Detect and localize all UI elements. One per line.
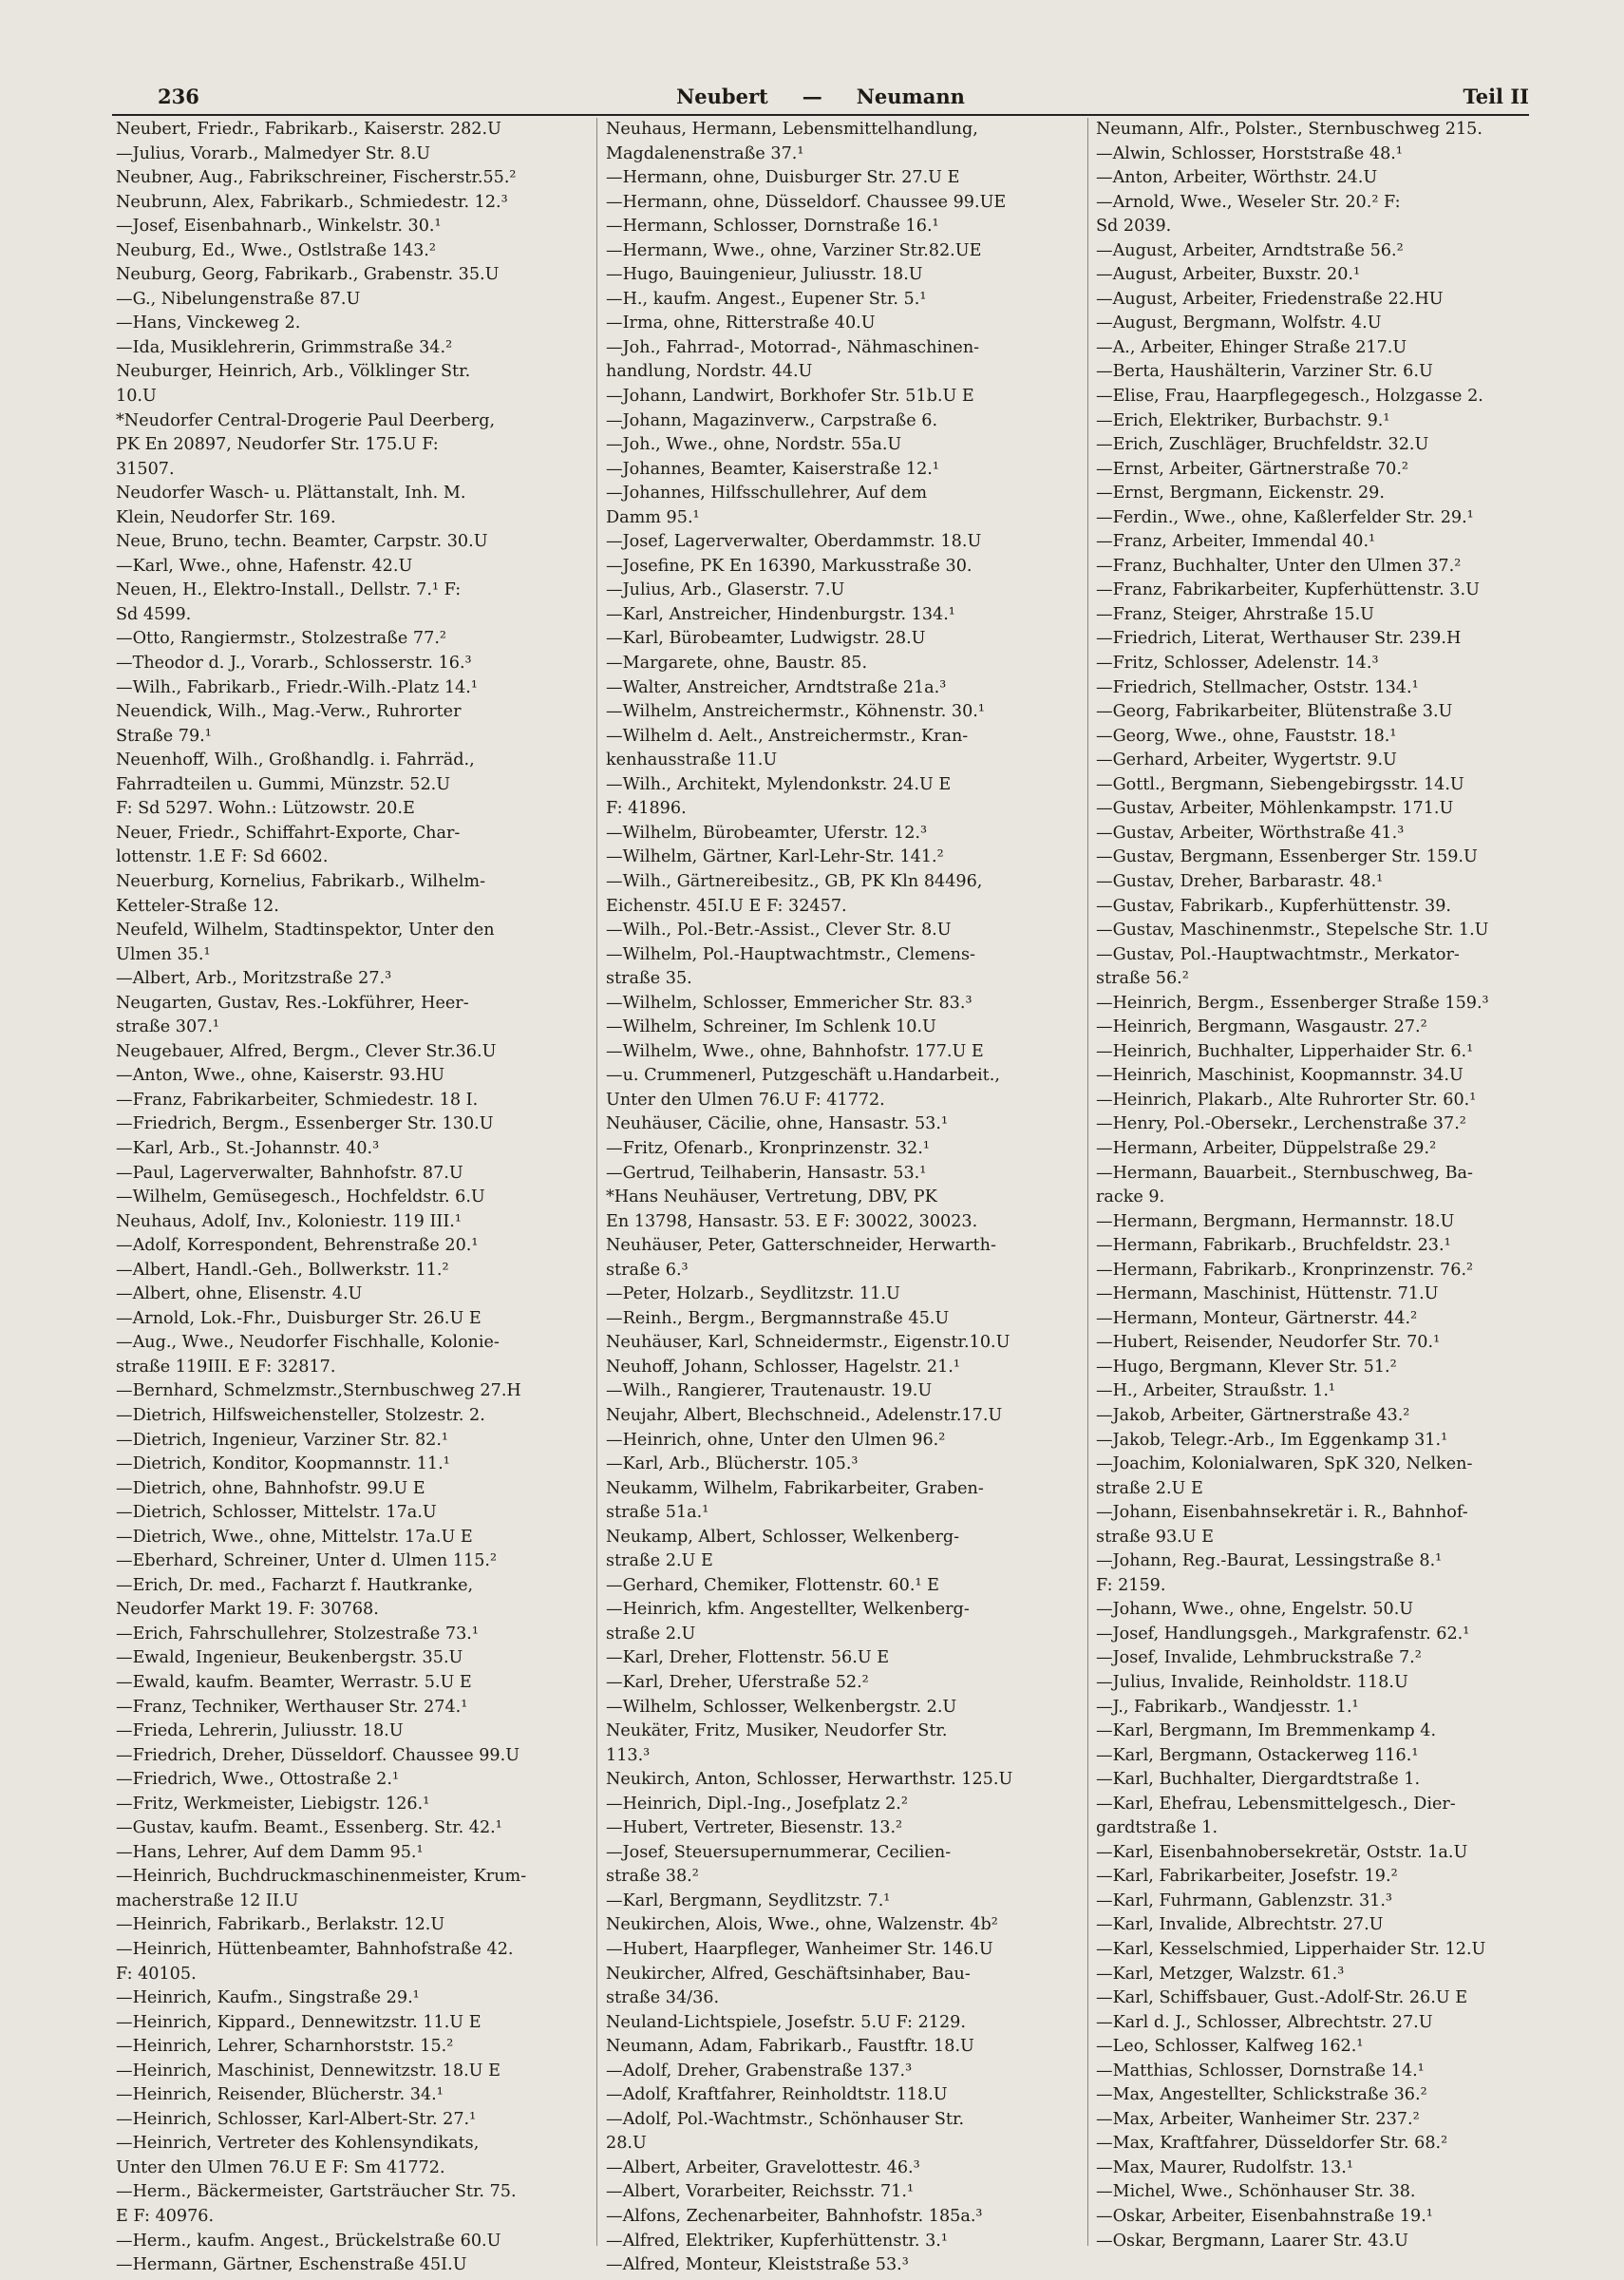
directory-entry-line: —Karl, Anstreicher, Hindenburgstr. 134.¹ bbox=[606, 604, 955, 624]
directory-entry-line: —Bernhard, Schmelzmstr.,Sternbuschweg 27.H bbox=[116, 1381, 521, 1401]
directory-entry-line: Neuerburg, Kornelius, Fabrikarb., Wilhelm- bbox=[116, 871, 486, 891]
directory-entry-line: —Hermann, Fabrikarb., Bruchfeldstr. 23.¹ bbox=[1096, 1236, 1451, 1256]
directory-entry-line: —Michel, Wwe., Schönhauser Str. 38. bbox=[1096, 2182, 1416, 2202]
directory-entry-line: Neujahr, Albert, Blechschneid., Adelenstr.17.U bbox=[606, 1405, 1003, 1425]
directory-entry-line: *Hans Neuhäuser, Vertretung, DBV, PK bbox=[606, 1188, 937, 1207]
directory-entry-line: —Fritz, Ofenarb., Kronprinzenstr. 32.¹ bbox=[606, 1138, 930, 1158]
directory-entry-line: —Eberhard, Schreiner, Unter d. Ulmen 115.² bbox=[116, 1551, 498, 1571]
directory-entry-line: Ketteler-Straße 12. bbox=[116, 896, 279, 916]
directory-entry-line: —Ernst, Bergmann, Eickenstr. 29. bbox=[1096, 484, 1385, 504]
directory-entry-line: —Max, Arbeiter, Wanheimer Str. 237.² bbox=[1096, 2109, 1420, 2129]
directory-entry-line: —Ewald, kaufm. Beamter, Werrastr. 5.U E bbox=[116, 1673, 472, 1692]
directory-entry-line: —Paul, Lagerverwalter, Bahnhofstr. 87.U bbox=[116, 1163, 463, 1183]
directory-entry-line: —Alfred, Elektriker, Kupferhüttenstr. 3.¹ bbox=[606, 2231, 948, 2251]
directory-entry-line: —Johann, Wwe., ohne, Engelstr. 50.U bbox=[1096, 1600, 1414, 1620]
directory-entry-line: —Gustav, Fabrikarb., Kupferhüttenstr. 39. bbox=[1096, 896, 1451, 916]
directory-entry-line: Neukircher, Alfred, Geschäftsinhaber, Bau- bbox=[606, 1964, 971, 1984]
directory-entry-line: —Joh., Fahrrad-, Motorrad-, Nähmaschinen- bbox=[606, 337, 980, 357]
directory-entry-line: —Heinrich, Kaufm., Singstraße 29.¹ bbox=[116, 1988, 420, 2008]
directory-entry-line: —Fritz, Werkmeister, Liebigstr. 126.¹ bbox=[116, 1794, 430, 1814]
column-divider bbox=[596, 118, 597, 2246]
directory-entry-line: Eichenstr. 45I.U E F: 32457. bbox=[606, 896, 847, 916]
directory-entry-line: —A., Arbeiter, Ehinger Straße 217.U bbox=[1096, 337, 1407, 357]
directory-entry-line: —u. Crummenerl, Putzgeschäft u.Handarbeit., bbox=[606, 1066, 1000, 1086]
directory-entry-line: —Franz, Techniker, Werthauser Str. 274.¹ bbox=[116, 1697, 468, 1717]
directory-entry-line: —Wilh., Architekt, Mylendonkstr. 24.U E bbox=[606, 774, 952, 794]
directory-entry-line: —Heinrich, Schlosser, Karl-Albert-Str. 27.¹ bbox=[116, 2109, 477, 2129]
directory-entry-line: —Dietrich, Wwe., ohne, Mittelstr. 17a.U E bbox=[116, 1527, 473, 1547]
directory-entry-line: —Karl, Invalide, Albrechtstr. 27.U bbox=[1096, 1915, 1384, 1935]
directory-entry-line: —Heinrich, Dipl.-Ing., Josefplatz 2.² bbox=[606, 1794, 908, 1814]
directory-entry-line: —Friedrich, Dreher, Düsseldorf. Chaussee 99.U bbox=[116, 1745, 520, 1765]
directory-entry-line: —J., Fabrikarb., Wandjesstr. 1.¹ bbox=[1096, 1697, 1359, 1717]
directory-entry-line: kenhausstraße 11.U bbox=[606, 750, 778, 770]
directory-entry-line: —Gerhard, Arbeiter, Wygertstr. 9.U bbox=[1096, 750, 1397, 770]
directory-entry-line: —Heinrich, Plakarb., Alte Ruhrorter Str. 60.¹ bbox=[1096, 1090, 1477, 1110]
directory-entry-line: —Josef, Eisenbahnarb., Winkelstr. 30.¹ bbox=[116, 217, 442, 237]
directory-entry-line: straße 56.² bbox=[1096, 969, 1189, 989]
directory-entry-line: Neubner, Aug., Fabrikschreiner, Fischerstr.55.² bbox=[116, 168, 517, 188]
running-title-first: Neubert bbox=[676, 85, 768, 108]
directory-entry-line: —Joh., Wwe., ohne, Nordstr. 55a.U bbox=[606, 435, 902, 455]
directory-entry-line: —Otto, Rangiermstr., Stolzestraße 77.² bbox=[116, 629, 446, 649]
page-header bbox=[112, 82, 1529, 116]
directory-entry-line: —Heinrich, Maschinist, Dennewitzstr. 18.U E bbox=[116, 2061, 500, 2080]
directory-entry-line: —Karl, Bergmann, Ostackerweg 116.¹ bbox=[1096, 1745, 1419, 1765]
directory-entry-line: —Gustav, Dreher, Barbarastr. 48.¹ bbox=[1096, 871, 1384, 891]
directory-entry-line: —Heinrich, Lehrer, Scharnhorststr. 15.² bbox=[116, 2037, 454, 2057]
directory-entry-line: —H., Arbeiter, Straußstr. 1.¹ bbox=[1096, 1381, 1335, 1401]
directory-entry-line: —Karl, Bergmann, Im Bremmenkamp 4. bbox=[1096, 1721, 1437, 1741]
directory-entry-line: Neuhaus, Hermann, Lebensmittelhandlung, bbox=[606, 120, 978, 139]
directory-entry-line: —Ferdin., Wwe., ohne, Kaßlerfelder Str. 29.¹ bbox=[1096, 507, 1474, 527]
directory-entry-line: —Heinrich, Kippard., Dennewitzstr. 11.U E bbox=[116, 2012, 482, 2032]
directory-entry-line: —Friedrich, Literat, Werthauser Str. 239.H bbox=[1096, 629, 1462, 649]
directory-entry-line: —Matthias, Schlosser, Dornstraße 14.¹ bbox=[1096, 2061, 1425, 2080]
directory-entry-line: —Reinh., Bergm., Bergmannstraße 45.U bbox=[606, 1308, 950, 1328]
directory-entry-line: —Wilhelm, Schreiner, Im Schlenk 10.U bbox=[606, 1017, 936, 1037]
directory-entry-line: —Adolf, Pol.-Wachtmstr., Schönhauser Str. bbox=[606, 2109, 965, 2129]
directory-entry-line: —Berta, Haushälterin, Varziner Str. 6.U bbox=[1096, 362, 1433, 382]
running-title bbox=[112, 85, 1529, 108]
directory-entry-line: Neudorfer Markt 19. F: 30768. bbox=[116, 1600, 379, 1620]
directory-entry-line: —Karl, Kesselschmied, Lipperhaider Str. 12.U bbox=[1096, 1940, 1486, 1960]
directory-entry-line: —Anton, Wwe., ohne, Kaiserstr. 93.HU bbox=[116, 1066, 445, 1086]
directory-entry-line: —Hermann, Schlosser, Dornstraße 16.¹ bbox=[606, 217, 939, 237]
directory-entry-line: —Albert, Arbeiter, Gravelottestr. 46.³ bbox=[606, 2157, 920, 2177]
directory-entry-line: —Peter, Holzarb., Seydlitzstr. 11.U bbox=[606, 1284, 900, 1304]
directory-entry-line: F: 41896. bbox=[606, 799, 687, 819]
directory-entry-line: —Hermann, Fabrikarb., Kronprinzenstr. 76.² bbox=[1096, 1260, 1474, 1280]
directory-entry-line: Neuburg, Ed., Wwe., Ostlstraße 143.² bbox=[116, 240, 436, 260]
directory-entry-line: —Hugo, Bergmann, Klever Str. 51.² bbox=[1096, 1357, 1397, 1377]
directory-entry-line: —Wilh., Rangierer, Trautenaustr. 19.U bbox=[606, 1381, 933, 1401]
directory-entry-line: —Gustav, Maschinenmstr., Stepelsche Str. 1.U bbox=[1096, 921, 1489, 940]
directory-entry-line: —Georg, Fabrikarbeiter, Blütenstraße 3.U bbox=[1096, 702, 1453, 722]
directory-entry-line: —Julius, Vorarb., Malmedyer Str. 8.U bbox=[116, 143, 431, 163]
directory-entry-line: —Heinrich, Vertreter des Kohlensyndikats, bbox=[116, 2134, 480, 2154]
directory-entry-line: —Erich, Dr. med., Facharzt f. Hautkranke, bbox=[116, 1575, 474, 1595]
directory-entry-line: —Albert, ohne, Elisenstr. 4.U bbox=[116, 1284, 363, 1304]
directory-entry-line: —Herm., Bäckermeister, Gartsträucher Str. 75. bbox=[116, 2182, 517, 2202]
directory-entry-line: Straße 79.¹ bbox=[116, 726, 212, 746]
directory-entry-line: —Fritz, Schlosser, Adelenstr. 14.³ bbox=[1096, 654, 1379, 674]
directory-entry-line: Neubrunn, Alex, Fabrikarb., Schmiedestr. 12.³ bbox=[116, 192, 508, 212]
directory-entry-line: —Gottl., Bergmann, Siebengebirgsstr. 14.U bbox=[1096, 774, 1464, 794]
directory-entry-line: —Gerhard, Chemiker, Flottenstr. 60.¹ E bbox=[606, 1575, 939, 1595]
directory-entry-line: gardtstraße 1. bbox=[1096, 1818, 1218, 1838]
directory-entry-line: —Wilhelm, Gemüsegesch., Hochfeldstr. 6.U bbox=[116, 1188, 485, 1207]
directory-entry-line: —Wilh., Fabrikarb., Friedr.-Wilh.-Platz 14.¹ bbox=[116, 677, 478, 697]
directory-entry-line: PK En 20897, Neudorfer Str. 175.U F: bbox=[116, 435, 439, 455]
directory-entry-line: —Karl, Dreher, Uferstraße 52.² bbox=[606, 1673, 869, 1692]
directory-entry-line: —Wilhelm, Wwe., ohne, Bahnhofstr. 177.U E bbox=[606, 1041, 984, 1061]
directory-entry-line: —Max, Kraftfahrer, Düsseldorfer Str. 68.² bbox=[1096, 2134, 1448, 2154]
directory-entry-line: straße 93.U E bbox=[1096, 1527, 1214, 1547]
directory-entry-line: Neubert, Friedr., Fabrikarb., Kaiserstr. 282.U bbox=[116, 120, 501, 139]
directory-entry-line: —Alwin, Schlosser, Horststraße 48.¹ bbox=[1096, 143, 1403, 163]
directory-entry-line: —Margarete, ohne, Baustr. 85. bbox=[606, 654, 868, 674]
directory-entry-line: Neue, Bruno, techn. Beamter, Carpstr. 30.U bbox=[116, 532, 488, 552]
directory-entry-line: —Heinrich, Hüttenbeamter, Bahnhofstraße 42. bbox=[116, 1940, 514, 1960]
directory-entry-line: —Frieda, Lehrerin, Juliusstr. 18.U bbox=[116, 1721, 404, 1741]
directory-entry-line: straße 119III. E F: 32817. bbox=[116, 1357, 336, 1377]
directory-entry-line: —Gustav, Arbeiter, Wörthstraße 41.³ bbox=[1096, 823, 1405, 843]
directory-entry-line: —Heinrich, ohne, Unter den Ulmen 96.² bbox=[606, 1430, 946, 1450]
directory-entry-line: —August, Bergmann, Wolfstr. 4.U bbox=[1096, 314, 1382, 333]
directory-entry-line: —August, Arbeiter, Buxstr. 20.¹ bbox=[1096, 265, 1361, 285]
directory-entry-line: —Karl, Schiffsbauer, Gust.-Adolf-Str. 26.U E bbox=[1096, 1988, 1468, 2008]
directory-entry-line: —Erich, Zuschläger, Bruchfeldstr. 32.U bbox=[1096, 435, 1429, 455]
directory-entry-line: —Julius, Invalide, Reinholdstr. 118.U bbox=[1096, 1673, 1408, 1692]
directory-entry-line: —Heinrich, Buchdruckmaschinenmeister, Krum- bbox=[116, 1867, 527, 1887]
directory-entry-line: Neugarten, Gustav, Res.-Lokführer, Heer- bbox=[116, 993, 469, 1013]
running-title-last: Neumann bbox=[856, 85, 965, 108]
directory-entry-line: Neuhoff, Johann, Schlosser, Hagelstr. 21.¹ bbox=[606, 1357, 960, 1377]
directory-entry-line: —Friedrich, Bergm., Essenberger Str. 130.U bbox=[116, 1114, 494, 1134]
directory-entry-line: Neudorfer Wasch- u. Plättanstalt, Inh. M. bbox=[116, 484, 466, 504]
directory-entry-line: Neuendick, Wilh., Mag.-Verw., Ruhrorter bbox=[116, 702, 462, 722]
directory-entry-line: —Ewald, Ingenieur, Beukenbergstr. 35.U bbox=[116, 1648, 463, 1668]
directory-entry-line: Neukamp, Albert, Schlosser, Welkenberg- bbox=[606, 1527, 960, 1547]
directory-entry-line: —Hans, Vinckeweg 2. bbox=[116, 314, 301, 333]
directory-entry-line: *Neudorfer Central-Drogerie Paul Deerberg, bbox=[116, 410, 496, 430]
directory-entry-line: —Erich, Fahrschullehrer, Stolzestraße 73.¹ bbox=[116, 1624, 479, 1644]
directory-entry-line: —Hermann, Bergmann, Hermannstr. 18.U bbox=[1096, 1211, 1455, 1231]
directory-entry-line: handlung, Nordstr. 44.U bbox=[606, 362, 813, 382]
directory-entry-line: —Joachim, Kolonialwaren, SpK 320, Nelken- bbox=[1096, 1454, 1473, 1474]
directory-entry-line: —Josef, Steuersupernummerar, Cecilien- bbox=[606, 1842, 952, 1862]
directory-entry-line: —Karl, Buchhalter, Diergardtstraße 1. bbox=[1096, 1770, 1421, 1790]
directory-entry-line: —Hermann, Bauarbeit., Sternbuschweg, Ba- bbox=[1096, 1163, 1473, 1183]
directory-entry-line: —Hubert, Vertreter, Biesenstr. 13.² bbox=[606, 1818, 903, 1838]
directory-entry-line: —Hans, Lehrer, Auf dem Damm 95.¹ bbox=[116, 1842, 424, 1862]
directory-entry-line: —Josefine, PK En 16390, Markusstraße 30. bbox=[606, 556, 973, 576]
directory-entry-line: Sd 2039. bbox=[1096, 217, 1172, 237]
directory-entry-line: —Johannes, Hilfsschullehrer, Auf dem bbox=[606, 484, 928, 504]
directory-entry-line: —Heinrich, Bergm., Essenberger Straße 159.³ bbox=[1096, 993, 1489, 1013]
directory-entry-line: —Erich, Elektriker, Burbachstr. 9.¹ bbox=[1096, 410, 1390, 430]
directory-entry-line: —Wilhelm, Schlosser, Emmericher Str. 83.³ bbox=[606, 993, 973, 1013]
directory-entry-line: —Adolf, Dreher, Grabenstraße 137.³ bbox=[606, 2061, 913, 2080]
directory-entry-line: Neuhäuser, Peter, Gatterschneider, Herwarth- bbox=[606, 1236, 996, 1256]
directory-entry-line: —Aug., Wwe., Neudorfer Fischhalle, Kolonie- bbox=[116, 1333, 500, 1353]
directory-entry-line: —H., kaufm. Angest., Eupener Str. 5.¹ bbox=[606, 289, 927, 309]
directory-entry-line: —Dietrich, Ingenieur, Varziner Str. 82.¹ bbox=[116, 1430, 448, 1450]
directory-entry-line: —Dietrich, Konditor, Koopmannstr. 11.¹ bbox=[116, 1454, 450, 1474]
directory-entry-line: lottenstr. 1.E F: Sd 6602. bbox=[116, 847, 329, 867]
directory-entry-line: —Karl, Eisenbahnobersekretär, Oststr. 1a.U bbox=[1096, 1842, 1468, 1862]
directory-entry-line: Neumann, Adam, Fabrikarb., Faustftr. 18.U bbox=[606, 2037, 974, 2057]
directory-entry-line: —Alfred, Monteur, Kleiststraße 53.³ bbox=[606, 2255, 909, 2275]
directory-entry-line: F: 2159. bbox=[1096, 1575, 1166, 1595]
directory-entry-line: —Karl, Bürobeamter, Ludwigstr. 28.U bbox=[606, 629, 926, 649]
column-middle bbox=[606, 118, 1081, 2278]
directory-entry-line: —Jakob, Telegr.-Arb., Im Eggenkamp 31.¹ bbox=[1096, 1430, 1448, 1450]
directory-entry-line: —Dietrich, Schlosser, Mittelstr. 17a.U bbox=[116, 1503, 437, 1523]
directory-entry-line: —Karl, Ehefrau, Lebensmittelgesch., Dier- bbox=[1096, 1794, 1456, 1814]
directory-entry-line: straße 35. bbox=[606, 969, 692, 989]
directory-entry-line: —Oskar, Bergmann, Laarer Str. 43.U bbox=[1096, 2231, 1408, 2251]
directory-entry-line: —Adolf, Korrespondent, Behrenstraße 20.¹ bbox=[116, 1236, 479, 1256]
directory-entry-line: —Hubert, Reisender, Neudorfer Str. 70.¹ bbox=[1096, 1333, 1441, 1353]
directory-entry-line: Neuhaus, Adolf, Inv., Koloniestr. 119 III.¹ bbox=[116, 1211, 462, 1231]
directory-entry-line: —Hermann, Arbeiter, Düppelstraße 29.² bbox=[1096, 1138, 1437, 1158]
directory-entry-line: Neufeld, Wilhelm, Stadtinspektor, Unter den bbox=[116, 921, 495, 940]
directory-entry-line: Damm 95.¹ bbox=[606, 507, 700, 527]
directory-entry-line: —Gustav, Arbeiter, Möhlenkampstr. 171.U bbox=[1096, 799, 1454, 819]
directory-entry-line: —Hermann, Wwe., ohne, Varziner Str.82.UE bbox=[606, 240, 982, 260]
directory-entry-line: —Karl, Arb., Blücherstr. 105.³ bbox=[606, 1454, 859, 1474]
directory-entry-line: —Hubert, Haarpfleger, Wanheimer Str. 146.U bbox=[606, 1940, 993, 1960]
directory-entry-line: F: 40105. bbox=[116, 1964, 197, 1984]
directory-entry-line: —Franz, Fabrikarbeiter, Schmiedestr. 18 I. bbox=[116, 1090, 479, 1110]
directory-entry-line: —Dietrich, ohne, Bahnhofstr. 99.U E bbox=[116, 1478, 425, 1498]
directory-entry-line: —Heinrich, Buchhalter, Lipperhaider Str. 6.¹ bbox=[1096, 1041, 1474, 1061]
directory-entry-line: —Wilhelm, Anstreichermstr., Köhnenstr. 30.¹ bbox=[606, 702, 985, 722]
directory-entry-line: macherstraße 12 II.U bbox=[116, 1890, 299, 1910]
directory-entry-line: —Heinrich, Maschinist, Koopmannstr. 34.U bbox=[1096, 1066, 1463, 1086]
directory-entry-line: —Walter, Anstreicher, Arndtstraße 21a.³ bbox=[606, 677, 947, 697]
directory-entry-line: Unter den Ulmen 76.U F: 41772. bbox=[606, 1090, 885, 1110]
directory-entry-line: Neukirchen, Alois, Wwe., ohne, Walzenstr. 4b² bbox=[606, 1915, 998, 1935]
directory-entry-line: Ulmen 35.¹ bbox=[116, 944, 211, 964]
directory-entry-line: —Gertrud, Teilhaberin, Hansastr. 53.¹ bbox=[606, 1163, 927, 1183]
directory-entry-line: —Ernst, Arbeiter, Gärtnerstraße 70.² bbox=[1096, 459, 1408, 479]
directory-entry-line: —Wilhelm, Bürobeamter, Uferstr. 12.³ bbox=[606, 823, 928, 843]
directory-entry-line: Neumann, Alfr., Polster., Sternbuschweg 215. bbox=[1096, 120, 1482, 139]
directory-entry-line: —August, Arbeiter, Arndtstraße 56.² bbox=[1096, 240, 1404, 260]
directory-entry-line: —Hermann, ohne, Düsseldorf. Chaussee 99.UE bbox=[606, 192, 1007, 212]
directory-entry-line: —Franz, Fabrikarbeiter, Kupferhüttenstr. 3.U bbox=[1096, 580, 1480, 600]
directory-entry-line: —Karl, Fuhrmann, Gablenzstr. 31.³ bbox=[1096, 1890, 1392, 1910]
directory-entry-line: —Hermann, Monteur, Gärtnerstr. 44.² bbox=[1096, 1308, 1418, 1328]
directory-entry-line: Neukirch, Anton, Schlosser, Herwarthstr. 125.U bbox=[606, 1770, 1013, 1790]
directory-entry-line: —Irma, ohne, Ritterstraße 40.U bbox=[606, 314, 876, 333]
directory-entry-line: straße 2.U E bbox=[1096, 1478, 1203, 1498]
directory-entry-line: —Gustav, Pol.-Hauptwachtmstr., Merkator- bbox=[1096, 944, 1460, 964]
directory-entry-line: —Ida, Musiklehrerin, Grimmstraße 34.² bbox=[116, 337, 453, 357]
page-number: 236 bbox=[158, 85, 199, 108]
directory-entry-line: Klein, Neudorfer Str. 169. bbox=[116, 507, 336, 527]
directory-entry-line: 31507. bbox=[116, 459, 175, 479]
directory-entry-line: —Johann, Reg.-Baurat, Lessingstraße 8.¹ bbox=[1096, 1551, 1443, 1571]
directory-entry-line: —G., Nibelungenstraße 87.U bbox=[116, 289, 361, 309]
directory-entry-line: —Adolf, Kraftfahrer, Reinholdtstr. 118.U bbox=[606, 2085, 948, 2105]
directory-entry-line: Neuer, Friedr., Schiffahrt-Exporte, Char- bbox=[116, 823, 461, 843]
directory-entry-line: —Johannes, Beamter, Kaiserstraße 12.¹ bbox=[606, 459, 939, 479]
directory-entry-line: —Herm., kaufm. Angest., Brückelstraße 60.U bbox=[116, 2231, 501, 2251]
directory-entry-line: —Wilh., Gärtnereibesitz., GB, PK Kln 84496, bbox=[606, 871, 983, 891]
directory-entry-line: —Albert, Vorarbeiter, Reichsstr. 71.¹ bbox=[606, 2182, 914, 2202]
directory-entry-line: —Theodor d. J., Vorarb., Schlosserstr. 16.³ bbox=[116, 654, 472, 674]
directory-entry-line: —Josef, Lagerverwalter, Oberdammstr. 18.U bbox=[606, 532, 982, 552]
directory-entry-line: —Wilhelm, Pol.-Hauptwachtmstr., Clemens- bbox=[606, 944, 975, 964]
directory-entry-line: —Gustav, kaufm. Beamt., Essenberg. Str. 42.¹ bbox=[116, 1818, 502, 1838]
column-right bbox=[1096, 118, 1533, 2253]
directory-entry-line: —Hermann, ohne, Duisburger Str. 27.U E bbox=[606, 168, 960, 188]
directory-entry-line: —Franz, Steiger, Ahrstraße 15.U bbox=[1096, 604, 1374, 624]
directory-entry-line: 10.U bbox=[116, 387, 157, 407]
directory-entry-line: —Arnold, Wwe., Weseler Str. 20.² F: bbox=[1096, 192, 1401, 212]
directory-entry-line: Neugebauer, Alfred, Bergm., Clever Str.36.U bbox=[116, 1041, 497, 1061]
directory-entry-line: Magdalenenstraße 37.¹ bbox=[606, 143, 804, 163]
directory-entry-line: —Karl, Wwe., ohne, Hafenstr. 42.U bbox=[116, 556, 413, 576]
running-title-dash: — bbox=[802, 85, 822, 108]
directory-entry-line: —Albert, Handl.-Geh., Bollwerkstr. 11.² bbox=[116, 1260, 449, 1280]
directory-entry-line: —Henry, Pol.-Obersekr., Lerchenstraße 37.² bbox=[1096, 1114, 1466, 1134]
directory-entry-line: Fahrradteilen u. Gummi, Münzstr. 52.U bbox=[116, 774, 451, 794]
directory-entry-line: —Heinrich, Fabrikarb., Berlakstr. 12.U bbox=[116, 1915, 445, 1935]
directory-entry-line: —Dietrich, Hilfsweichensteller, Stolzestr. 2. bbox=[116, 1405, 485, 1425]
directory-entry-line: En 13798, Hansastr. 53. E F: 30022, 30023. bbox=[606, 1211, 978, 1231]
directory-entry-line: —Albert, Arb., Moritzstraße 27.³ bbox=[116, 969, 392, 989]
directory-entry-line: Neukäter, Fritz, Musiker, Neudorfer Str. bbox=[606, 1721, 948, 1741]
directory-entry-line: —Wilh., Pol.-Betr.-Assist., Clever Str. 8.U bbox=[606, 921, 952, 940]
directory-entry-line: —Julius, Arb., Glaserstr. 7.U bbox=[606, 580, 845, 600]
directory-entry-line: straße 2.U bbox=[606, 1624, 696, 1644]
directory-entry-line: —Anton, Arbeiter, Wörthstr. 24.U bbox=[1096, 168, 1378, 188]
directory-entry-line: —Jakob, Arbeiter, Gärtnerstraße 43.² bbox=[1096, 1405, 1410, 1425]
directory-entry-line: straße 51a.¹ bbox=[606, 1503, 709, 1523]
directory-entry-line: —Hugo, Bauingenieur, Juliusstr. 18.U bbox=[606, 265, 923, 285]
directory-entry-line: —Karl, Arb., St.-Johannstr. 40.³ bbox=[116, 1138, 380, 1158]
directory-entry-line: —Hermann, Maschinist, Hüttenstr. 71.U bbox=[1096, 1284, 1439, 1304]
directory-entry-line: Sd 4599. bbox=[116, 604, 192, 624]
directory-entry-line: —Wilhelm d. Aelt., Anstreichermstr., Kran- bbox=[606, 726, 969, 746]
directory-entry-line: straße 38.² bbox=[606, 1867, 699, 1887]
directory-entry-line: —Oskar, Arbeiter, Eisenbahnstraße 19.¹ bbox=[1096, 2207, 1433, 2227]
directory-entry-line: —Franz, Buchhalter, Unter den Ulmen 37.² bbox=[1096, 556, 1462, 576]
directory-entry-line: 28.U bbox=[606, 2134, 647, 2154]
directory-entry-line: straße 6.³ bbox=[606, 1260, 689, 1280]
part-label: Teil II bbox=[1463, 85, 1529, 108]
directory-entry-line: Neuenhoff, Wilh., Großhandlg. i. Fahrräd., bbox=[116, 750, 475, 770]
directory-entry-line: —Arnold, Lok.-Fhr., Duisburger Str. 26.U E bbox=[116, 1308, 482, 1328]
directory-entry-line: —Max, Maurer, Rudolfstr. 13.¹ bbox=[1096, 2157, 1353, 2177]
directory-entry-line: —Karl, Fabrikarbeiter, Josefstr. 19.² bbox=[1096, 1867, 1398, 1887]
directory-entry-line: —Leo, Schlosser, Kalfweg 162.¹ bbox=[1096, 2037, 1364, 2057]
directory-entry-line: straße 34/36. bbox=[606, 1988, 720, 2008]
directory-entry-line: —August, Arbeiter, Friedenstraße 22.HU bbox=[1096, 289, 1444, 309]
directory-entry-line: —Johann, Eisenbahnsekretär i. R., Bahnhof- bbox=[1096, 1503, 1468, 1523]
directory-entry-line: —Wilhelm, Schlosser, Welkenbergstr. 2.U bbox=[606, 1697, 957, 1717]
directory-entry-line: —Karl, Bergmann, Seydlitzstr. 7.¹ bbox=[606, 1890, 891, 1910]
directory-entry-line: —Alfons, Zechenarbeiter, Bahnhofstr. 185a.³ bbox=[606, 2207, 983, 2227]
directory-entry-line: —Karl d. J., Schlosser, Albrechtstr. 27.U bbox=[1096, 2012, 1433, 2032]
directory-entry-line: Neuhäuser, Cäcilie, ohne, Hansastr. 53.¹ bbox=[606, 1114, 949, 1134]
directory-entry-line: E F: 40976. bbox=[116, 2207, 215, 2227]
directory-entry-line: straße 307.¹ bbox=[116, 1017, 219, 1037]
directory-entry-line: —Johann, Magazinverw., Carpstraße 6. bbox=[606, 410, 938, 430]
directory-entry-line: —Hermann, Gärtner, Eschenstraße 45I.U bbox=[116, 2255, 467, 2275]
directory-entry-line: Neuen, H., Elektro-Install., Dellstr. 7.¹ F: bbox=[116, 580, 462, 600]
directory-entry-line: —Josef, Handlungsgeh., Markgrafenstr. 62.¹ bbox=[1096, 1624, 1470, 1644]
directory-entry-line: Neuburg, Georg, Fabrikarb., Grabenstr. 35.U bbox=[116, 265, 500, 285]
directory-entry-line: straße 2.U E bbox=[606, 1551, 713, 1571]
directory-entry-line: —Karl, Metzger, Walzstr. 61.³ bbox=[1096, 1964, 1345, 1984]
directory-entry-line: —Gustav, Bergmann, Essenberger Str. 159.U bbox=[1096, 847, 1478, 867]
directory-entry-line: —Heinrich, kfm. Angestellter, Welkenberg- bbox=[606, 1600, 970, 1620]
directory-entry-line: Neuhäuser, Karl, Schneidermstr., Eigenstr.10.U bbox=[606, 1333, 1010, 1353]
directory-entry-line: Neuburger, Heinrich, Arb., Völklinger Str. bbox=[116, 362, 471, 382]
directory-entry-line: Unter den Ulmen 76.U E F: Sm 41772. bbox=[116, 2157, 445, 2177]
directory-entry-line: —Heinrich, Reisender, Blücherstr. 34.¹ bbox=[116, 2085, 444, 2105]
directory-entry-line: —Max, Angestellter, Schlickstraße 36.² bbox=[1096, 2085, 1427, 2105]
directory-entry-line: —Karl, Dreher, Flottenstr. 56.U E bbox=[606, 1648, 890, 1668]
directory-entry-line: —Wilhelm, Gärtner, Karl-Lehr-Str. 141.² bbox=[606, 847, 944, 867]
directory-entry-line: —Franz, Arbeiter, Immendal 40.¹ bbox=[1096, 532, 1376, 552]
directory-entry-line: racke 9. bbox=[1096, 1188, 1165, 1207]
directory-entry-line: —Josef, Invalide, Lehmbruckstraße 7.² bbox=[1096, 1648, 1422, 1668]
directory-entry-line: Neuland-Lichtspiele, Josefstr. 5.U F: 2129. bbox=[606, 2012, 966, 2032]
column-divider bbox=[1087, 118, 1088, 2246]
directory-entry-line: F: Sd 5297. Wohn.: Lützowstr. 20.E bbox=[116, 799, 415, 819]
directory-entry-line: —Friedrich, Stellmacher, Oststr. 134.¹ bbox=[1096, 677, 1419, 697]
column-left bbox=[116, 118, 591, 2278]
directory-entry-line: —Johann, Landwirt, Borkhofer Str. 51b.U E bbox=[606, 387, 974, 407]
directory-entry-line: —Georg, Wwe., ohne, Fauststr. 18.¹ bbox=[1096, 726, 1397, 746]
directory-entry-line: Neukamm, Wilhelm, Fabrikarbeiter, Graben- bbox=[606, 1478, 984, 1498]
directory-entry-line: —Friedrich, Wwe., Ottostraße 2.¹ bbox=[116, 1770, 400, 1790]
directory-entry-line: —Heinrich, Bergmann, Wasgaustr. 27.² bbox=[1096, 1017, 1427, 1037]
directory-entry-line: —Elise, Frau, Haarpflegegesch., Holzgasse 2. bbox=[1096, 387, 1483, 407]
directory-entry-line: 113.³ bbox=[606, 1745, 651, 1765]
